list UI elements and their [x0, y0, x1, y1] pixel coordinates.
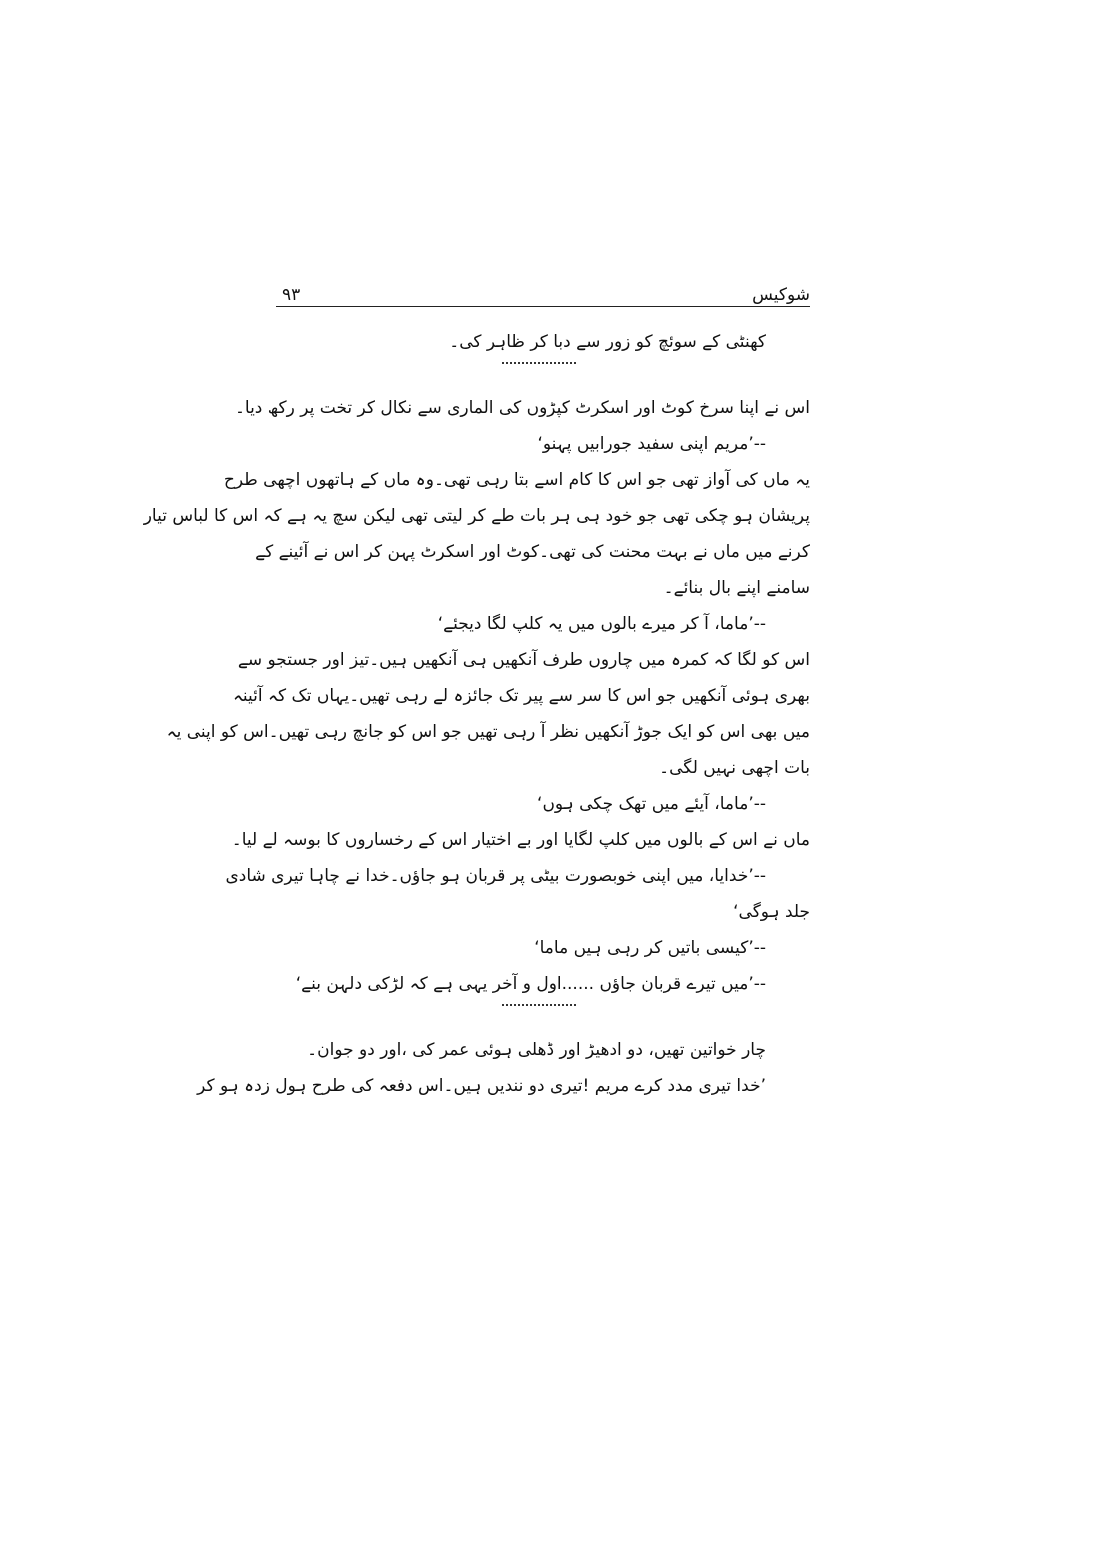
text-line: --’مریم اپنی سفید جورابیں پہنو‘: [537, 434, 766, 454]
text-line: چار خواتین تھیں، دو ادھیڑ اور ڈھلی ہوئی عمر کی ،اور دو جوان۔: [307, 1040, 766, 1060]
page-number: ۹۳: [282, 285, 301, 305]
text-line: --’خدایا، میں اپنی خوبصورت بیٹی پر قربان ہو جاؤں۔خدا نے چاہا تیری شادی: [225, 866, 766, 886]
section-separator: [276, 360, 810, 390]
text-line: --’میں تیرے قربان جاؤں ......اول و آخر یہی ہے کہ لڑکی دلہن بنے‘: [295, 974, 766, 994]
text-line: ماں نے اس کے بالوں میں کلپ لگایا اور بے اختیار اس کے رخساروں کا بوسہ لے لیا۔: [231, 830, 810, 850]
running-title: شوکیس: [752, 285, 810, 305]
text-line: بھری ہوئی آنکھیں جو اس کا سر سے پیر تک جائزہ لے رہی تھیں۔یہاں تک کہ آئینہ: [232, 686, 810, 706]
section-separator: [276, 1002, 810, 1032]
text-line: کرنے میں ماں نے بہت محنت کی تھی۔کوٹ اور اسکرٹ پہن کر اس نے آئینے کے: [255, 542, 810, 562]
text-line: اس نے اپنا سرخ کوٹ اور اسکرٹ کپڑوں کی الماری سے نکال کر تخت پر رکھ دیا۔: [234, 398, 810, 418]
text-line: --’کیسی باتیں کر رہی ہیں ماما‘: [534, 938, 766, 958]
text-line: پریشان ہو چکی تھی جو خود ہی ہر بات طے کر لیتی تھی لیکن سچ یہ ہے کہ اس کا لباس تیار: [143, 506, 810, 526]
text-line: یہ ماں کی آواز تھی جو اس کا کام اسے بتا رہی تھی۔وہ ماں کے ہاتھوں اچھی طرح: [223, 470, 810, 490]
text-line: اس کو لگا کہ کمرہ میں چاروں طرف آنکھیں ہی آنکھیں ہیں۔تیز اور جستجو سے: [237, 650, 810, 670]
text-line: کھنٹی کے سوئچ کو زور سے دبا کر ظاہر کی۔: [449, 332, 766, 352]
text-line: ’خدا تیری مدد کرے مریم !تیری دو نندیں ہیں۔اس دفعہ کی طرح ہول زدہ ہو کر: [197, 1076, 766, 1096]
text-line: میں بھی اس کو ایک جوڑ آنکھیں نظر آ رہی تھیں جو اس کو جانچ رہی تھیں۔اس کو اپنی یہ: [166, 722, 810, 742]
header-rule: [276, 306, 810, 307]
text-line: --’ماما، آ کر میرے بالوں میں یہ کلپ لگا دیجئے‘: [437, 614, 766, 634]
text-line: بات اچھی نہیں لگی۔: [659, 758, 810, 778]
text-line: جلد ہوگی‘: [733, 902, 810, 922]
text-line: --’ماما، آیئے میں تھک چکی ہوں‘: [537, 794, 766, 814]
page-body: [143, 324, 810, 1104]
text-line: سامنے اپنے بال بنائے۔: [663, 578, 810, 598]
